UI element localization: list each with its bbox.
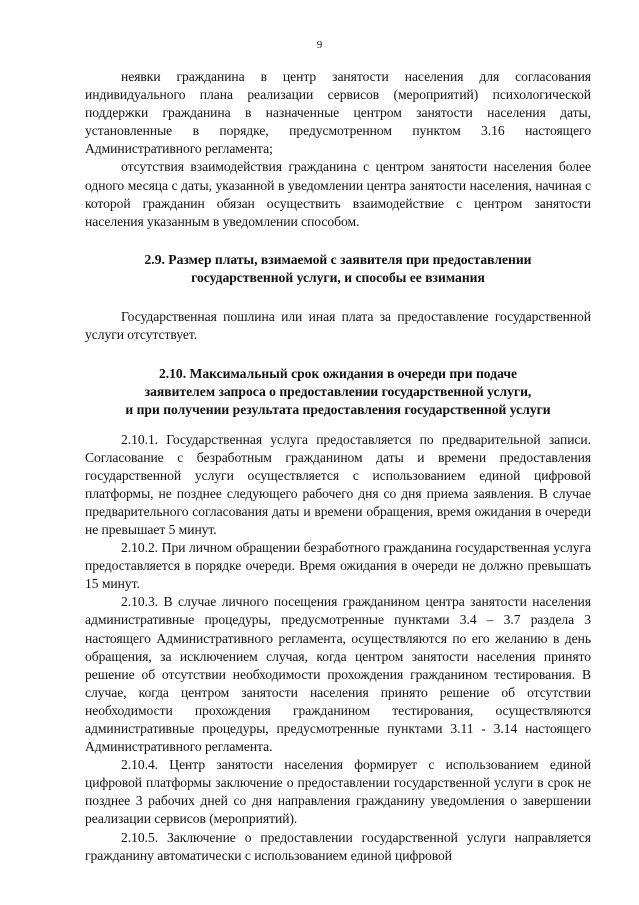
heading-line: и при получении результата предоставления государственной услуги — [125, 402, 551, 418]
paragraph-2-10-5: 2.10.5. Заключение о предоставлении государственной услуги направляется гражданину автоматически с использованием единой цифровой — [85, 829, 591, 863]
page-number: 9 — [316, 39, 323, 51]
paragraph-2-10-4: 2.10.4. Центр занятости населения формирует с использованием единой цифровой платформы заключение о предоставлении государственной услуги в срок не позднее 3 рабочих дней со дня направления гражданину уведомления о завершении реализации сервисов (мероприятий). — [85, 757, 591, 827]
heading-line: 2.10. Максимальный срок ожидания в очереди при подаче — [158, 366, 518, 382]
heading-line: 2.9. Размер платы, взимаемой с заявителя при предоставлении — [144, 251, 532, 267]
paragraph-2-10-3: 2.10.3. В случае личного посещения гражданином центра занятости населения административные процедуры, предусмотренные пунктами 3.4 – 3.7 раздела 3 настоящего Административного регламента, осуществляются по его желанию в день обращения, за исключением случая, когда центром занятости населения принято решение об отсутствии необходимости прохождения гражданином тестирования. В случае, когда центром занятости населения принято решение об отсутствии необходимости прохождения гражданином тестирования, осуществляются административные процедуры, предусмотренные пунктами 3.11 - 3.14 настоящего Административного регламента. — [85, 594, 591, 755]
section-heading-2-10 — [85, 365, 591, 419]
heading-line: государственной услуги, и способы ее взимания — [191, 269, 485, 285]
document-body — [85, 68, 591, 865]
heading-line: заявителем запроса о предоставлении государственной услуги, — [144, 384, 532, 400]
paragraph-2-10-2: 2.10.2. При личном обращении безработного гражданина государственная услуга предоставляется в порядке очереди. Время ожидания в очереди не должно превышать 15 минут. — [85, 540, 591, 592]
paragraph-no-interaction: отсутствия взаимодействия гражданина с центром занятости населения более одного месяца с даты, указанной в уведомлении центра занятости населения, начиная с которой гражданин обязан осуществить взаимодействие с центром занятости населения указанным в уведомлении способом. — [85, 159, 591, 229]
paragraph-2-10-1: 2.10.1. Государственная услуга предоставляется по предварительной записи. Согласование с безработным гражданином даты и времени предоставления государственной услуги осуществляется с использованием единой цифровой платформы, не позднее следующего рабочего дня со дня приема заявления. В случае предварительного согласования даты и времени обращения, время ожидания в очереди не превышает 5 минут. — [85, 431, 591, 537]
paragraph-fee: Государственная пошлина или иная плата за предоставление государственной услуги отсутствует. — [85, 309, 591, 343]
paragraph-nonappearance: неявки гражданина в центр занятости населения для согласования индивидуального плана реализации сервисов (мероприятий) психологической поддержки гражданина в назначенные центром занятости населения даты, установленные в порядке, предусмотренном пунктом 3.16 настоящего Административного регламента; — [85, 69, 591, 157]
section-heading-2-9 — [85, 251, 591, 287]
